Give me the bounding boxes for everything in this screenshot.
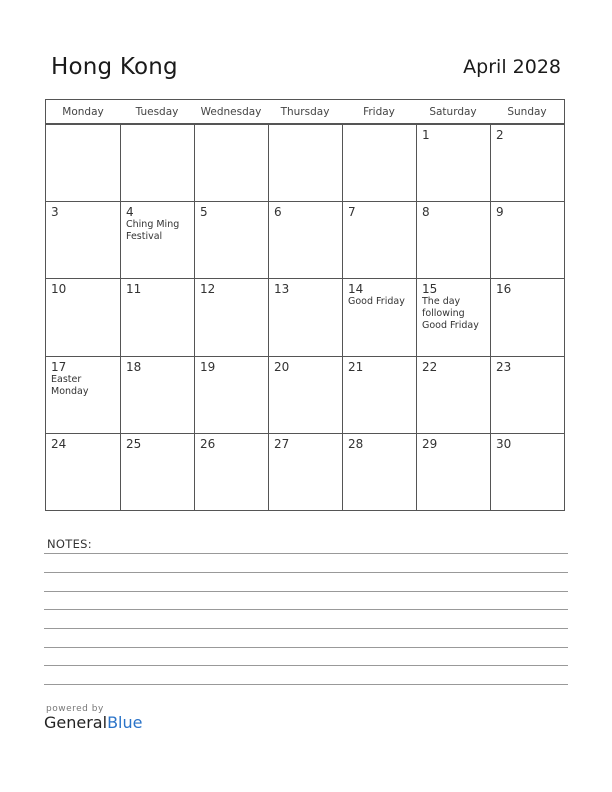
day-number: 25 — [126, 436, 142, 451]
day-number: 2 — [496, 128, 504, 142]
day-number: 9 — [496, 205, 504, 220]
day-cell — [120, 356, 194, 433]
weekday-header: Saturday — [416, 100, 490, 124]
brand-name-part1: General — [44, 713, 108, 732]
day-number: 1 — [422, 128, 430, 142]
day-cell — [46, 278, 120, 355]
notes-label: NOTES: — [47, 537, 92, 551]
day-cell — [416, 278, 490, 355]
day-number: 12 — [200, 282, 216, 297]
day-cell — [194, 278, 268, 355]
holiday-label: Good Friday — [348, 296, 405, 308]
day-cell — [416, 356, 490, 433]
day-number: 14 — [348, 282, 364, 297]
day-cell — [268, 433, 342, 510]
day-cell — [268, 278, 342, 355]
notes-line — [44, 684, 568, 685]
day-number: 4 — [126, 205, 134, 220]
day-cell — [46, 433, 120, 510]
weekday-header: Monday — [46, 100, 120, 124]
weekday-header: Thursday — [268, 100, 342, 124]
day-cell — [342, 433, 416, 510]
day-cell — [194, 201, 268, 278]
day-cell — [490, 124, 564, 201]
calendar-month-title: April 2028 — [463, 56, 561, 78]
day-number: 15 — [422, 282, 438, 297]
holiday-label: The day following Good Friday — [422, 296, 479, 332]
holiday-label: Ching Ming Festival — [126, 219, 180, 243]
day-cell — [120, 124, 194, 201]
day-cell — [342, 124, 416, 201]
day-cell — [268, 124, 342, 201]
day-number: 28 — [348, 436, 364, 451]
brand-name — [44, 713, 142, 732]
day-number: 16 — [496, 282, 512, 297]
day-cell — [416, 433, 490, 510]
holiday-label: Easter Monday — [51, 373, 89, 397]
day-cell — [490, 356, 564, 433]
weekday-header: Tuesday — [120, 100, 194, 124]
day-cell — [268, 356, 342, 433]
day-cell — [120, 278, 194, 355]
powered-by-text: powered by — [46, 704, 104, 714]
day-number: 11 — [126, 282, 142, 297]
brand-name-part2: Blue — [107, 713, 143, 732]
notes-line — [44, 647, 568, 648]
day-cell — [120, 201, 194, 278]
day-cell — [46, 356, 120, 433]
day-number: 30 — [496, 436, 512, 451]
day-cell — [490, 201, 564, 278]
day-cell — [490, 278, 564, 355]
day-number: 20 — [274, 359, 290, 374]
day-cell — [194, 124, 268, 201]
day-number: 6 — [274, 205, 282, 220]
notes-line — [44, 572, 568, 573]
day-number: 13 — [274, 282, 290, 297]
day-cell — [342, 201, 416, 278]
day-cell — [268, 201, 342, 278]
day-number: 10 — [51, 282, 67, 297]
day-number: 19 — [200, 359, 216, 374]
day-cell — [416, 201, 490, 278]
calendar-grid — [45, 99, 565, 511]
generalblue-logo — [44, 704, 142, 732]
notes-line — [44, 609, 568, 610]
day-number: 26 — [200, 436, 216, 451]
day-number: 27 — [274, 436, 290, 451]
calendar-region-title: Hong Kong — [51, 54, 178, 80]
notes-line — [44, 553, 568, 554]
day-number: 17 — [51, 359, 67, 374]
weekday-header: Friday — [342, 100, 416, 124]
day-number: 29 — [422, 436, 438, 451]
day-number: 3 — [51, 205, 59, 220]
day-number: 7 — [348, 205, 356, 220]
day-cell — [194, 356, 268, 433]
day-cell — [46, 124, 120, 201]
day-number: 24 — [51, 436, 67, 451]
day-cell — [46, 201, 120, 278]
day-cell — [194, 433, 268, 510]
day-cell — [120, 433, 194, 510]
weekday-header: Sunday — [490, 100, 564, 124]
day-cell — [342, 278, 416, 355]
notes-line — [44, 628, 568, 629]
day-cell — [416, 124, 490, 201]
day-number: 22 — [422, 359, 438, 374]
day-cell — [490, 433, 564, 510]
day-number: 18 — [126, 359, 142, 374]
notes-line — [44, 665, 568, 666]
day-number: 21 — [348, 359, 364, 374]
day-cell — [342, 356, 416, 433]
day-number: 8 — [422, 205, 430, 220]
day-number: 5 — [200, 205, 208, 220]
day-number: 23 — [496, 359, 512, 374]
weekday-header: Wednesday — [194, 100, 268, 124]
notes-line — [44, 591, 568, 592]
